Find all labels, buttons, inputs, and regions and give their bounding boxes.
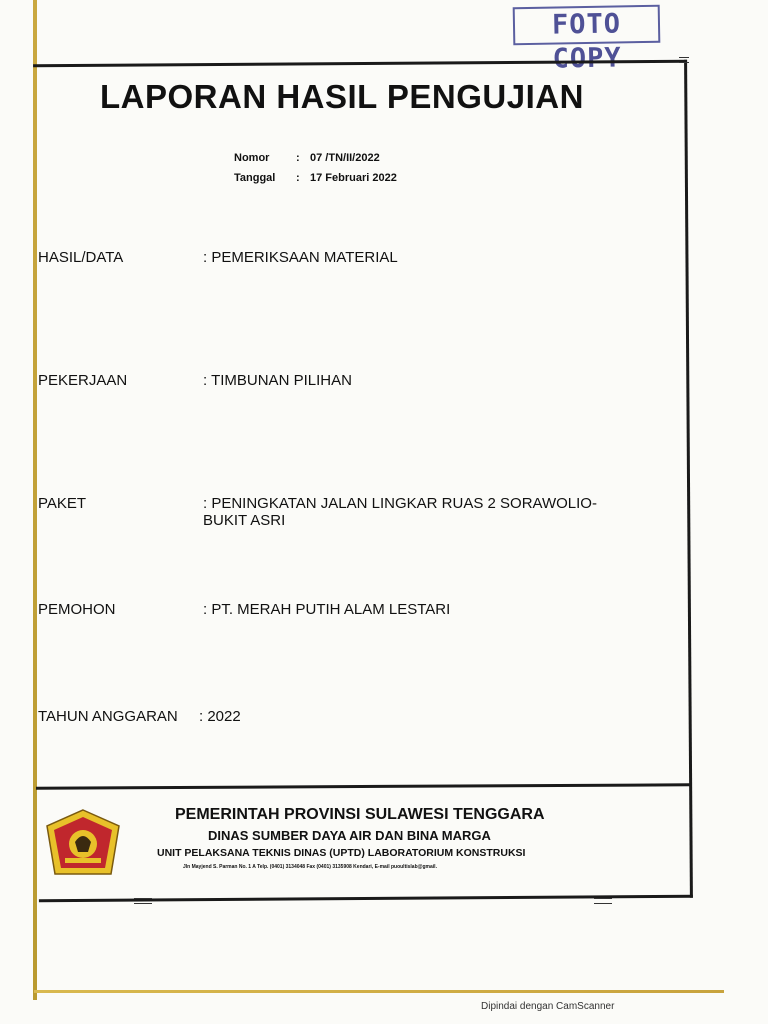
tahun-anggaran-value: : 2022 bbox=[199, 708, 241, 725]
pemohon-label: PEMOHON bbox=[38, 601, 116, 618]
pemohon-row bbox=[38, 601, 451, 618]
pekerjaan-value: : TIMBUNAN PILIHAN bbox=[203, 372, 352, 389]
hasil-data-value: : PEMERIKSAAN MATERIAL bbox=[203, 249, 398, 266]
nomor-label: Nomor bbox=[234, 152, 270, 164]
document-title: LAPORAN HASIL PENGUJIAN bbox=[100, 78, 584, 115]
hasil-data-row bbox=[38, 249, 398, 266]
nomor-value: 07 /TN/II/2022 bbox=[310, 152, 380, 164]
paket-row bbox=[38, 495, 597, 529]
page-bottom-edge bbox=[34, 990, 724, 993]
foto-copy-stamp: FOTO COPY bbox=[513, 5, 661, 46]
paket-label: PAKET bbox=[38, 495, 87, 512]
tahun-anggaran-row bbox=[38, 708, 241, 725]
pemohon-value: : PT. MERAH PUTIH ALAM LESTARI bbox=[203, 601, 451, 618]
footer-province: PEMERINTAH PROVINSI SULAWESI TENGGARA bbox=[175, 806, 545, 823]
hasil-data-label: HASIL/DATA bbox=[38, 249, 124, 266]
binding-mark-right bbox=[594, 898, 612, 904]
binding-mark-left bbox=[134, 898, 152, 904]
footer-unit: UNIT PELAKSANA TEKNIS DINAS (UPTD) LABORATORIUM KONSTRUKSI bbox=[157, 847, 526, 859]
document-frame bbox=[33, 60, 693, 903]
tanggal-value: 17 Februari 2022 bbox=[310, 172, 397, 184]
footer-address: Jln Mayjend S. Parman No. 1 A Telp. (0401) 3134048 Fax (0401) 3135908 Kendari, E-mail puoultislab@gmail. bbox=[183, 864, 437, 870]
tanggal-label: Tanggal bbox=[234, 172, 276, 184]
binding-mark-top bbox=[679, 57, 689, 63]
nomor-row: Nomor : 07 /TN/II/2022 bbox=[234, 152, 380, 164]
footer-agency: DINAS SUMBER DAYA AIR DAN BINA MARGA bbox=[208, 828, 491, 843]
province-logo-icon bbox=[45, 808, 121, 878]
pekerjaan-label: PEKERJAAN bbox=[38, 372, 128, 389]
tahun-anggaran-label: TAHUN ANGGARAN bbox=[38, 708, 178, 725]
camscanner-note: Dipindai dengan CamScanner bbox=[481, 1001, 615, 1012]
tanggal-row: Tanggal : 17 Februari 2022 bbox=[234, 172, 397, 184]
paket-value: : PENINGKATAN JALAN LINGKAR RUAS 2 SORAWOLIO-BUKIT ASRI bbox=[203, 495, 597, 529]
pekerjaan-row bbox=[38, 372, 352, 389]
